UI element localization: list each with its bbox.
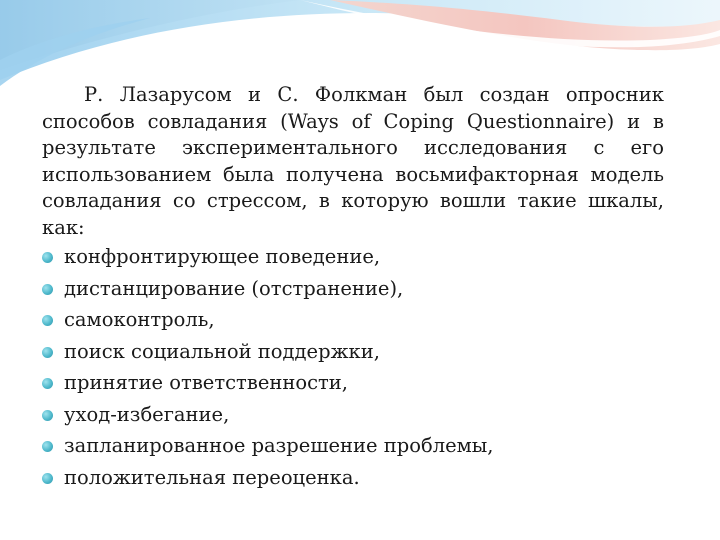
list-item-text: принятие ответственности, bbox=[64, 371, 348, 394]
bullet-icon bbox=[42, 441, 53, 452]
bullet-icon bbox=[42, 410, 53, 421]
bullet-icon bbox=[42, 473, 53, 484]
bullet-icon bbox=[42, 378, 53, 389]
list-item bbox=[42, 336, 664, 368]
list-item bbox=[42, 367, 664, 399]
bullet-icon bbox=[42, 252, 53, 263]
list-item bbox=[42, 241, 664, 273]
bullet-icon bbox=[42, 315, 53, 326]
list-item-text: дистанцирование (отстранение), bbox=[64, 276, 404, 300]
list-item bbox=[42, 462, 664, 494]
bullet-icon bbox=[42, 284, 53, 295]
list-item bbox=[42, 273, 664, 305]
scales-list bbox=[42, 241, 664, 493]
list-item bbox=[42, 304, 664, 336]
list-item-text: положительная переоценка. bbox=[64, 465, 360, 489]
list-item bbox=[42, 430, 664, 462]
list-item bbox=[42, 399, 664, 431]
bullet-icon bbox=[42, 347, 53, 358]
intro-paragraph: Р. Лазарусом и С. Фолкман был создан опросник способов совладания (Ways of Coping Questionnaire) и в результате экспериментального исследования с его использованием была получена восьмифакторная модель совладания со стрессом, в которую вошли такие шкалы, как: bbox=[42, 83, 664, 239]
list-item-text: запланированное разрешение проблемы, bbox=[64, 434, 494, 457]
list-item-text: уход-избегание, bbox=[64, 402, 230, 426]
list-item-text: поиск социальной поддержки, bbox=[64, 339, 380, 363]
list-item-text: конфронтирующее поведение, bbox=[64, 245, 381, 268]
slide-content bbox=[42, 82, 664, 493]
list-item-text: самоконтроль, bbox=[64, 308, 215, 331]
